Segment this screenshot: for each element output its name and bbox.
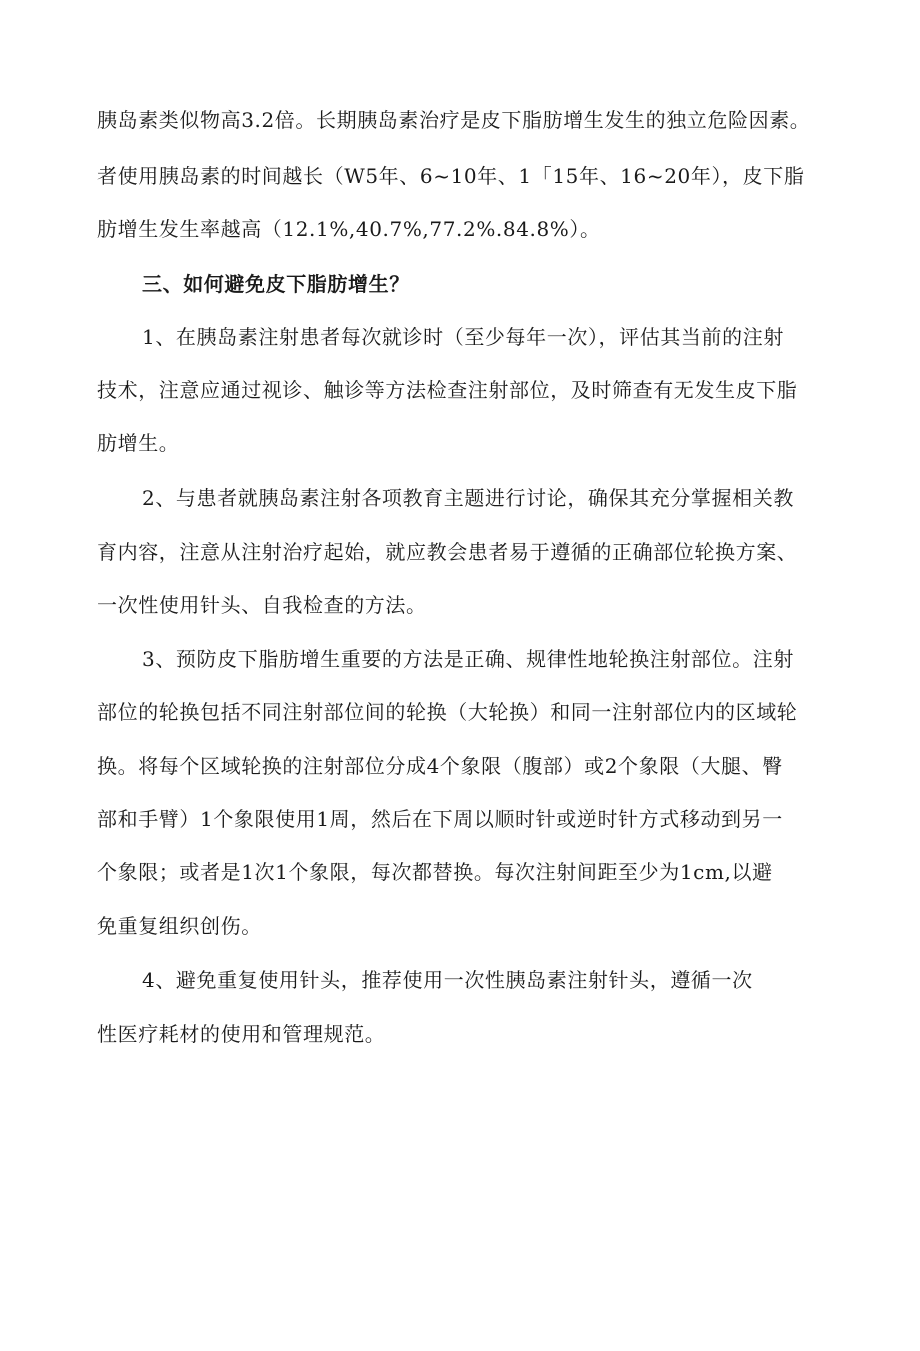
- paragraph-line: 2、与患者就胰岛素注射各项教育主题进行讨论，确保其充分掌握相关教: [142, 486, 794, 510]
- paragraph-line: 一次性使用针头、自我检查的方法。: [97, 593, 427, 617]
- paragraph-line: 3、预防皮下脂肪增生重要的方法是正确、规律性地轮换注射部位。注射: [142, 647, 794, 671]
- paragraph-line: 部位的轮换包括不同注射部位间的轮换（大轮换）和同一注射部位内的区域轮: [97, 700, 798, 724]
- paragraph-line: 部和手臂）1个象限使用1周，然后在下周以顺时针或逆时针方式移动到另一: [97, 807, 783, 831]
- section-heading: 三、如何避免皮下脂肪增生？: [142, 272, 410, 296]
- paragraph-line: 育内容，注意从注射治疗起始，就应教会患者易于遵循的正确部位轮换方案、: [97, 540, 798, 564]
- paragraph-line: 肪增生。: [97, 431, 180, 455]
- paragraph-line: 者使用胰岛素的时间越长（W5年、6~10年、1「15年、16~20年），皮下脂: [97, 164, 805, 188]
- paragraph-line: 技术，注意应通过视诊、触诊等方法检查注射部位，及时筛查有无发生皮下脂: [97, 378, 798, 402]
- paragraph-line: 1、在胰岛素注射患者每次就诊时（至少每年一次），评估其当前的注射: [142, 325, 784, 349]
- paragraph-line: 4、避免重复使用针头，推荐使用一次性胰岛素注射针头，遵循一次: [142, 968, 753, 992]
- paragraph-line: 换。将每个区域轮换的注射部位分成4个象限（腹部）或2个象限（大腿、臀: [97, 754, 783, 778]
- paragraph-line: 性医疗耗材的使用和管理规范。: [97, 1022, 386, 1046]
- paragraph-line: 胰岛素类似物高3.2倍。长期胰岛素治疗是皮下脂肪增生发生的独立危险因素。: [97, 108, 811, 132]
- paragraph-line: 个象限；或者是1次1个象限，每次都替换。每次注射间距至少为1cm,以避: [97, 860, 773, 884]
- paragraph-line: 免重复组织创伤。: [97, 914, 262, 938]
- paragraph-line: 肪增生发生率越高（12.1%,40.7%,77.2%.84.8%）。: [97, 217, 601, 241]
